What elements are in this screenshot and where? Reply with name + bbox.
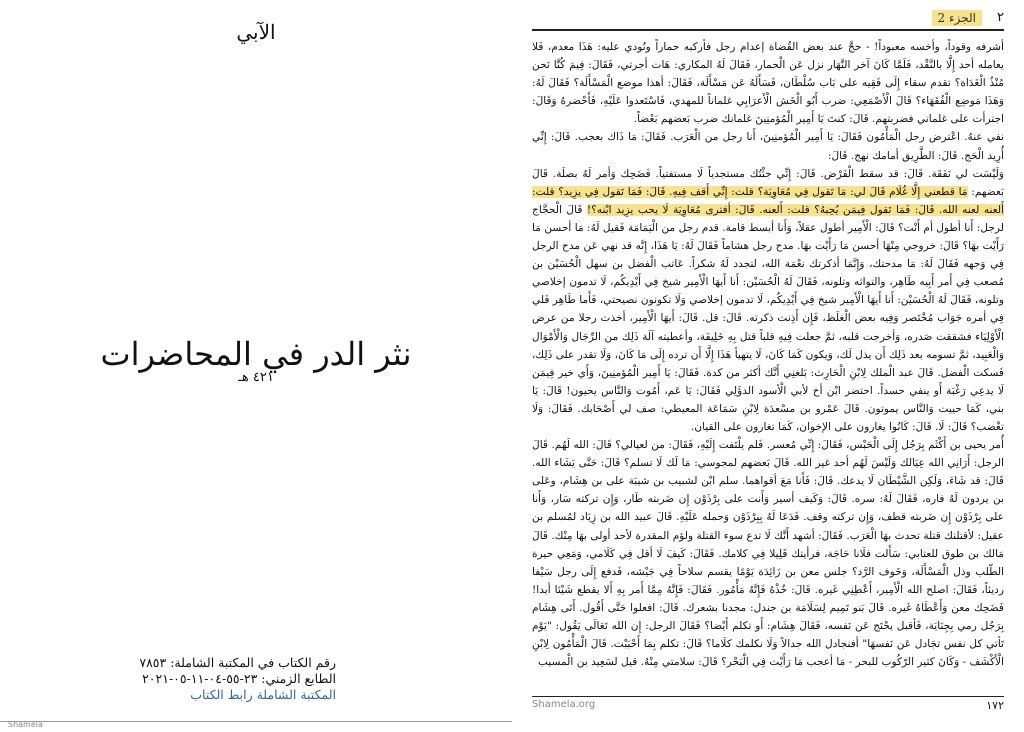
book-link[interactable]: المكتبة الشاملة رابط الكتاب xyxy=(190,687,336,702)
paragraph xyxy=(532,436,1004,671)
author-name: الآبي xyxy=(236,20,276,44)
colophon xyxy=(139,655,336,703)
right-page-footer xyxy=(532,696,1004,713)
header-page-number: ٢ xyxy=(997,10,1004,25)
text-segment: وَلَيْسَت لي نَفَقَة. قَالَ: قد سقط الْفَرْض. قَالَ: إِنِّي جئْتُك مستجدياً لَا مستفتياً. فَضَحِك وَأمر لَهُ بصلَة. قَالَ بَعضهم: xyxy=(532,167,1005,198)
colophon-book-number: رقم الكتاب في المكتبة الشاملة: ٧٨٥٣ xyxy=(139,655,336,670)
paragraph xyxy=(532,38,1004,128)
paragraph xyxy=(532,165,1004,436)
footer-site[interactable]: Shamela.org xyxy=(532,699,596,710)
text-segment: نفي عنهُ. اعْترض رجل الْمَأْمُون فَقَالَ: يَا أَمِير الْمُؤمنِينَ، أَنا رجل من الْعَرَب. فَقَالَ: مَا ذَاك بعجب. قَالَ: إِنِّي أُرِيد الْحَج. قَالَ: الطَّرِيق أمامك نهج. قَالَ: xyxy=(532,131,1004,162)
part-label[interactable]: الجزء 2 xyxy=(932,10,982,26)
body-text xyxy=(532,38,1004,671)
text-segment: أشرفه وقوداً، وأخسه معبوداً! - حجَّ عند بعض القُضاة إعدام رجل فأركبه حماراً ونُودي عليه: هَذَا معدم، فَلا يعامله أحد إِلَّا بالنَّقْد، فَلَمَّا كَانَ آخر النَّهَار نزل عَن الْحمار، فَقَالَ لَهُ المكاري: هَات أجرتي، فَقَالَ: فِيمَ كُنَّا نَحن مُنْذُ الْغَدَاة؟ تقدم سقاء إِلَى فَقِيه على بَاب سُلْطَان، فَسَأَلَهُ عَن مَسْأَلَة، فَقَالَ: أهذا موضع الْمَسْأَلَة؟ فَقَالَ لَهُ: وَهَذَا مَوضِع الْفُقَهَاء؟ قَالَ الْأَصْمَعِي: ضرب أَبُو الْخَش الْأَعرَابِي غلماناً للمهدي، فَاسْتَعدوا عَلَيْهِ، فَأَحْضرهُ وَقَالَ: اجترأت على غلماني فضربتهم. قَالَ: كنتَ يَا أَمِير الْمُؤمنِينَ غلمانك ضرب بَعضهم بَعْضاً. xyxy=(532,41,1004,126)
left-page-footer xyxy=(0,721,512,732)
left-footer-site: Shamela xyxy=(8,720,43,729)
footer-page-number: ١٧٢ xyxy=(986,699,1004,712)
right-page xyxy=(512,0,1024,732)
book-title: نثر الدر في المحاضرات xyxy=(100,335,412,373)
text-segment: قَالَ الْحجَّاج لرجل: أَنا أطول أم أَنْت؟ قَالَ: الْأَمِير أطول عقلاً، وَأَنا أبسط قامة. قدم رجل من الْيَمَامَة فَقيل لَهُ: مَا أحسن مَا رَأَيْت بهَا؟ قَالَ: خروجي مِنْهَا أحسن مَا رَأَيْت بهَا. مدح رجل هشاماً فَقَالَ لَهُ: يَا هَذَا، إِنَّه قد نهي عَن مدح الرجل فِي وَجهه فَقَالَ لَهُ: مَا مدحتك، وَإِنَّمَا أذكرتك نعْمَة الله، لتجدد لَهُ شكراً. عَاتب الْفضل بن سهل الْحُسَيْن بن مُصعب فِي أَمر أَبِيه طَاهِر، والتواثه وتلونه، فَقَالَ لَهُ الْحُسَيْن: أَنا أَيهَا الْأَمِير شيخ فِي أَيْدِيكُم، لَا تدمون إخلاصي وتلونه، فَقَالَ لَهُ الْحُسَيْن: أَنا أَيهَا الْأَمِير شيخ فِي أَيْدِيكُم، لَا تدمون إخلاصي وَلَا تكونون نصيحتي، فَأَما طَاهِر فَلي فِي أمره جَوَاب مُخْتَصر وَفِيه بعض الْغلَظ، فَإِن أَذِنت ذكرته. قَالَ: قل. قَالَ: أَيهَا الْأَمِير، أخذت رجلا من عرض الْأَوْلِيَاء فشققت صَدره، وَأخرجت قلبه، ثمَّ جعلت فِيهِ قلباً قتل بِهِ خَلِيفَة، وأعطيته آلَة ذَلِك من الرِّجَال وَالْأَمْوَال وَالْعَبِيد، ثمَّ تسومه بعد ذَلِك أَن يذل لَك، وَيكون كَمَا كَانَ، لَا يتهيأ هَذَا إِلَّا أَن ترده إِلَى مَا كَانَ، وَلَا تقدر على ذَلِك، فَسكت الْفضل. قَالَ عبد الْملك لِابْنِ الْحَارِث: بَلغنِي أَنَّك أكثر من كدة. فَقَالَ: يَا أَمِير الْمُؤمنِينَ، وَأَي خير فِيمَن لَا يدعِي رَغْبَة أَو ينفي حسداً. احتضر ابْن أخ لأبي الْأسود الدؤَلِي فَقَالَ: يَا عَم، أَمُوت وَالنَّاس يحيون! قَالَ: يَا بني، كَمَا حييت وَالنَّاس يموتون. قَالَ عَمْرو بن مسْعدَة لِابْنِ سَمَاعَة المعيطي: صف لي أَصْحَابك. فَقَالَ: وَلَا تغْضب؟ قَالَ: لَا. قَالَ: كَانُوا يغارون على الإخوان، كَمَا تغارون على القيان. xyxy=(532,203,1004,433)
text-segment: أُمر يحيى بن أَكْثَم بِرَجُل إِلَى الْحَبْس، فَقَالَ: إِنِّي مُعسر. فَلم يلْتَفت إِلَيْهِ، فَقَالَ: من لعيالي؟ قَالَ: الله لَهُم. قَالَ الرجل: أَرَانِي الله عِيَالك وَلَيْسَ لَهُم أحد غير الله. قَالَ بَعضهم لمجوسي: مَا لَك لَا تسلم؟ قَالَ: حَتَّى يَشَاء الله. قَالَ: قد شَاءَ، وَلَكِن الشَّيْطَان لَا يدعك. قَالَ: فَأَنا مَعَ أقواهما. سلم ابْن لشبيب بن شيبَة على بن هِشَام، وعَلى بن يردون لَهُ فاره، فَقَالَ لَهُ: سره. قَالَ: وَكَيف أسير وَأَنت على بِرْذَوْن إِن ضَربته طَار، وَإِن تركته سَار، وَأَنا على بِرْذَوْن إِن ضَربته قطف، وَإِن تركته وقف. فَدَعَا لَهُ بِبِرْذَوْن وَحمله عَلَيْهِ. قَالَ عبيد الله بن زِيَاد لمُسلم بن عقيل: لأقتلنك قتلة تحدث بهَا الْعَرَب. فَقَالَ: أشهد أَنَّك لَا تدع سوء القتلة ولؤم المقدرة لأحد أولى بهَا مِنْك. قَالَ مَالك بن طوق للعتابي: سَأَلت فلَانا حَاجَة، فرأيتك قَلِيلا فِي كلامك. فَقَالَ: كَيفَ لَا أقل فِي كَلَامي، وَمَعِي حيرة الطّلب وذل الْمَسْأَلَة، وَخَوف الرَّد؟ جلس معن بن زَائِدَة يَوْمًا يقسم سلاحاً فِي جَيْشه، فَدفع إِلَى رجل سَيْفا رديئاً، فَقَالَ: اصلح الله الْأَمِير، أَعْطِنِي غَيره. قَالَ: خُذْهُ فَإِنَّهُ مَأْمُور. فَقَالَ: فَإِنَّهُ مِمَّا أَمر بِهِ أَلا يقطع شَيْئا أبدا! فَضَحِك معن وَأَعْطَاهُ غَيره. قَالَ بَنو تَمِيم لِسَلَامَة بن جندل: مجدنا بشعرك. قَالَ: افعلوا حَتَّى أَقُول. أَتَى هِشَام بِرَجُل رمي بِجِنَايَة، فَأقبل يحْتَج عَن نَفسه، فَقَالَ هِشَام: أَو تكلم أَيْضا؟ فَقَالَ الرجل: إِن الله تَعَالَى يَقُول: "يَوْم تَأتي كل نفس تجَادل عَن نَفسهَا" أفنجادل الله جدالاً وَلَا نكلمك كلَاما؟ قَالَ: تكلم بِمَا أَحْبَبْت. قَالَ الْمَأْمُون لِابْنِ الْأَكْشَف - وَكَانَ كثير الرّكُوب للبحر - مَا أعجب مَا رَأَيْت فِي الْبَحْر؟ قَالَ: سلامتي مِنْهُ. قيل لسَعِيد بن الْمسيب xyxy=(532,439,1004,669)
colophon-timestamp: الطابع الزمني: ٢٣-٥٥-٠٤-١١-٠٥-٢٠٢١ xyxy=(142,671,336,686)
highlighted-text[interactable]: مَا قطعني إِلَّا غُلَام قَالَ لي: مَا تَقول فِي مُعَاوِيَة؟ قلت: إِنِّي أَقف فِيهِ. قَالَ: فَمَا تَقول فِي يزِيد؟ قلت: أَلعنه لعنه الله. قَالَ: فَمَا تَقول فِيمَن يُحِبهُ؟ قلت: أَلعنه. قَالَ: أفترى مُعَاوِيَة لَا يحب يزِيد ابْنه؟! xyxy=(532,185,1005,216)
book-year: ٤٢١ هـ xyxy=(238,370,274,385)
paragraph xyxy=(532,128,1004,164)
running-header xyxy=(532,7,1004,31)
